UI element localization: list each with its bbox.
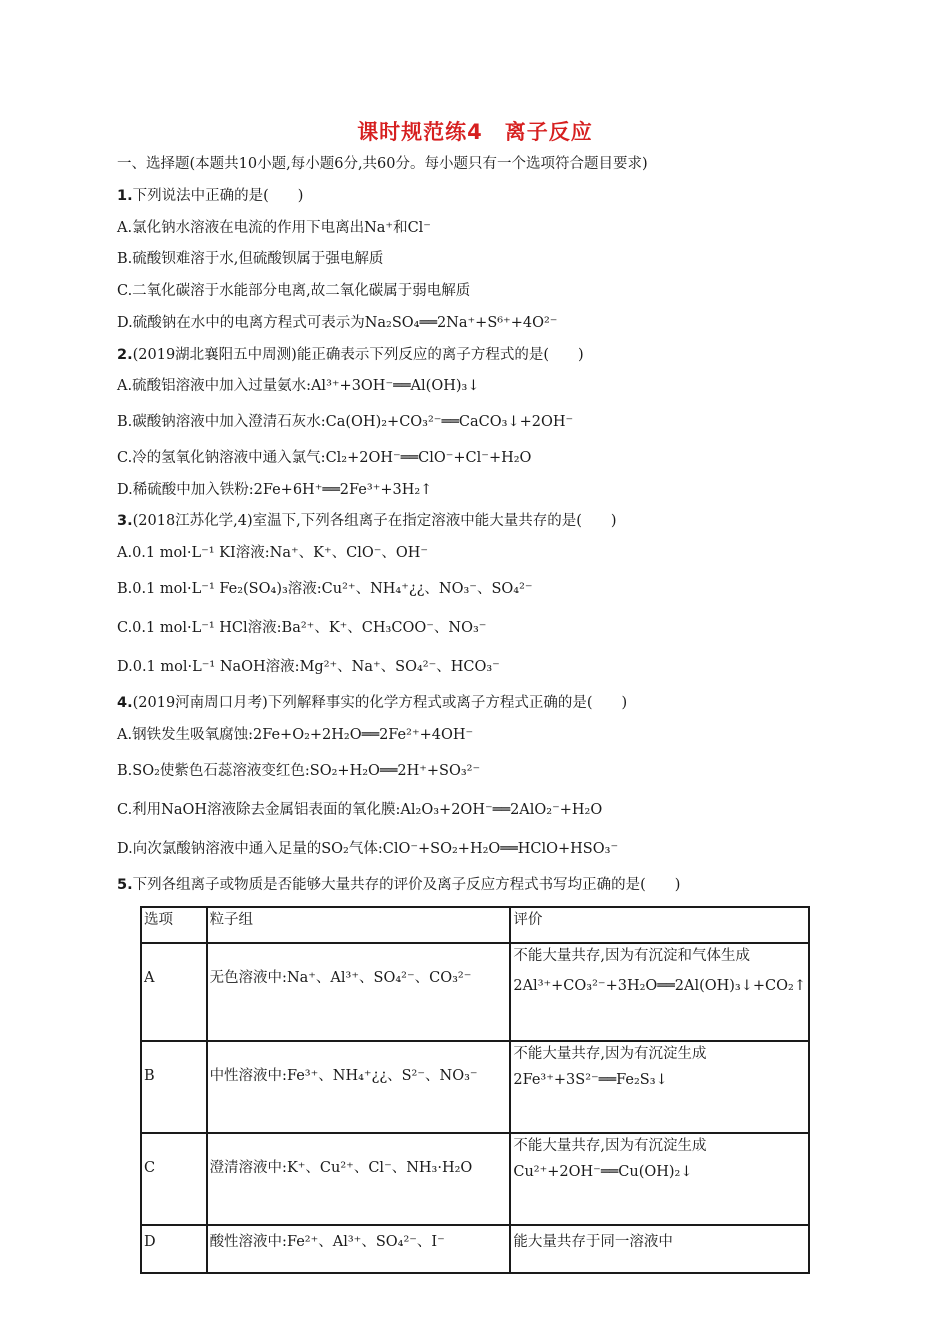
question-5 bbox=[117, 875, 680, 895]
header-cell: 选项 bbox=[141, 907, 207, 943]
table-row bbox=[141, 943, 809, 1041]
option-cell: B bbox=[141, 1041, 207, 1133]
particles-cell: 无色溶液中:Na⁺、Al³⁺、SO₄²⁻、CO₃²⁻ bbox=[207, 943, 511, 1041]
option-3b: B.0.1 mol·L⁻¹ Fe₂(SO₄)₃溶液:Cu²⁺、NH₄⁺¿¿、NO₃⁻、SO₄²⁻ bbox=[117, 581, 533, 597]
table-row bbox=[141, 1133, 809, 1225]
eval-equation: 2Fe³⁺+3S²⁻══Fe₂S₃↓ bbox=[513, 1072, 668, 1088]
question-stem: (2019河南周口月考)下列解释事实的化学方程式或离子方程式正确的是( ) bbox=[132, 695, 628, 711]
question-4 bbox=[117, 693, 627, 713]
question-stem: (2018江苏化学,4)室温下,下列各组离子在指定溶液中能大量共存的是( ) bbox=[132, 513, 617, 529]
table-header-row bbox=[141, 907, 809, 943]
question-number: 5. bbox=[117, 877, 133, 893]
eval-cell bbox=[510, 1225, 809, 1273]
particles-cell: 酸性溶液中:Fe²⁺、Al³⁺、SO₄²⁻、I⁻ bbox=[207, 1225, 511, 1273]
particles-cell: 澄清溶液中:K⁺、Cu²⁺、Cl⁻、NH₃·H₂O bbox=[207, 1133, 511, 1225]
eval-equation: 2Al³⁺+CO₃²⁻+3H₂O══2Al(OH)₃↓+CO₂↑ bbox=[513, 978, 806, 994]
option-1d: D.硫酸钠在水中的电离方程式可表示为Na₂SO₄══2Na⁺+S⁶⁺+4O²⁻ bbox=[117, 315, 558, 331]
option-2a: A.硫酸铝溶液中加入过量氨水:Al³⁺+3OH⁻══Al(OH)₃↓ bbox=[117, 378, 480, 394]
eval-text: 不能大量共存,因为有沉淀和气体生成 bbox=[513, 948, 750, 964]
eval-cell bbox=[510, 1133, 809, 1225]
eval-cell bbox=[510, 1041, 809, 1133]
question-stem: 下列各组离子或物质是否能够大量共存的评价及离子反应方程式书写均正确的是( ) bbox=[132, 877, 681, 893]
question-number: 1. bbox=[117, 188, 133, 204]
option-2c: C.冷的氢氧化钠溶液中通入氯气:Cl₂+2OH⁻══ClO⁻+Cl⁻+H₂O bbox=[117, 450, 532, 466]
question-3 bbox=[117, 511, 617, 531]
question-1 bbox=[117, 186, 303, 206]
option-2b: B.碳酸钠溶液中加入澄清石灰水:Ca(OH)₂+CO₃²⁻══CaCO₃↓+2OH⁻ bbox=[117, 414, 574, 430]
option-1c: C.二氧化碳溶于水能部分电离,故二氧化碳属于弱电解质 bbox=[117, 283, 471, 299]
header-cell: 粒子组 bbox=[207, 907, 511, 943]
particles-cell: 中性溶液中:Fe³⁺、NH₄⁺¿¿、S²⁻、NO₃⁻ bbox=[207, 1041, 511, 1133]
option-cell: D bbox=[141, 1225, 207, 1273]
question-stem: (2019湖北襄阳五中周测)能正确表示下列反应的离子方程式的是( ) bbox=[132, 347, 584, 363]
option-4b: B.SO₂使紫色石蕊溶液变红色:SO₂+H₂O══2H⁺+SO₃²⁻ bbox=[117, 763, 481, 779]
header-cell: 评价 bbox=[510, 907, 809, 943]
option-3d: D.0.1 mol·L⁻¹ NaOH溶液:Mg²⁺、Na⁺、SO₄²⁻、HCO₃⁻ bbox=[117, 659, 500, 675]
option-3a: A.0.1 mol·L⁻¹ KI溶液:Na⁺、K⁺、ClO⁻、OH⁻ bbox=[117, 545, 429, 561]
table-row bbox=[141, 1225, 809, 1273]
eval-cell bbox=[510, 943, 809, 1041]
option-cell: A bbox=[141, 943, 207, 1041]
question-number: 4. bbox=[117, 695, 133, 711]
page-title: 课时规范练4 离子反应 bbox=[357, 120, 593, 144]
option-2d: D.稀硫酸中加入铁粉:2Fe+6H⁺══2Fe³⁺+3H₂↑ bbox=[117, 482, 433, 498]
evaluation-table bbox=[140, 906, 810, 1274]
question-number: 3. bbox=[117, 513, 133, 529]
section-heading: 一、选择题(本题共10小题,每小题6分,共60分。每小题只有一个选项符合题目要求) bbox=[117, 156, 648, 172]
option-4d: D.向次氯酸钠溶液中通入足量的SO₂气体:ClO⁻+SO₂+H₂O══HClO+HSO₃⁻ bbox=[117, 841, 619, 857]
eval-text: 不能大量共存,因为有沉淀生成 bbox=[513, 1138, 707, 1154]
table-row bbox=[141, 1041, 809, 1133]
option-3c: C.0.1 mol·L⁻¹ HCl溶液:Ba²⁺、K⁺、CH₃COO⁻、NO₃⁻ bbox=[117, 620, 487, 636]
option-4a: A.钢铁发生吸氧腐蚀:2Fe+O₂+2H₂O══2Fe²⁺+4OH⁻ bbox=[117, 727, 474, 743]
option-4c: C.利用NaOH溶液除去金属铝表面的氧化膜:Al₂O₃+2OH⁻══2AlO₂⁻+H₂O bbox=[117, 802, 603, 818]
option-1a: A.氯化钠水溶液在电流的作用下电离出Na⁺和Cl⁻ bbox=[117, 220, 431, 236]
question-number: 2. bbox=[117, 347, 133, 363]
option-1b: B.硫酸钡难溶于水,但硫酸钡属于强电解质 bbox=[117, 251, 384, 267]
eval-text: 不能大量共存,因为有沉淀生成 bbox=[513, 1046, 707, 1062]
eval-text: 能大量共存于同一溶液中 bbox=[513, 1234, 673, 1250]
question-2 bbox=[117, 345, 584, 365]
question-stem: 下列说法中正确的是( ) bbox=[132, 188, 304, 204]
option-cell: C bbox=[141, 1133, 207, 1225]
eval-equation: Cu²⁺+2OH⁻══Cu(OH)₂↓ bbox=[513, 1164, 693, 1180]
